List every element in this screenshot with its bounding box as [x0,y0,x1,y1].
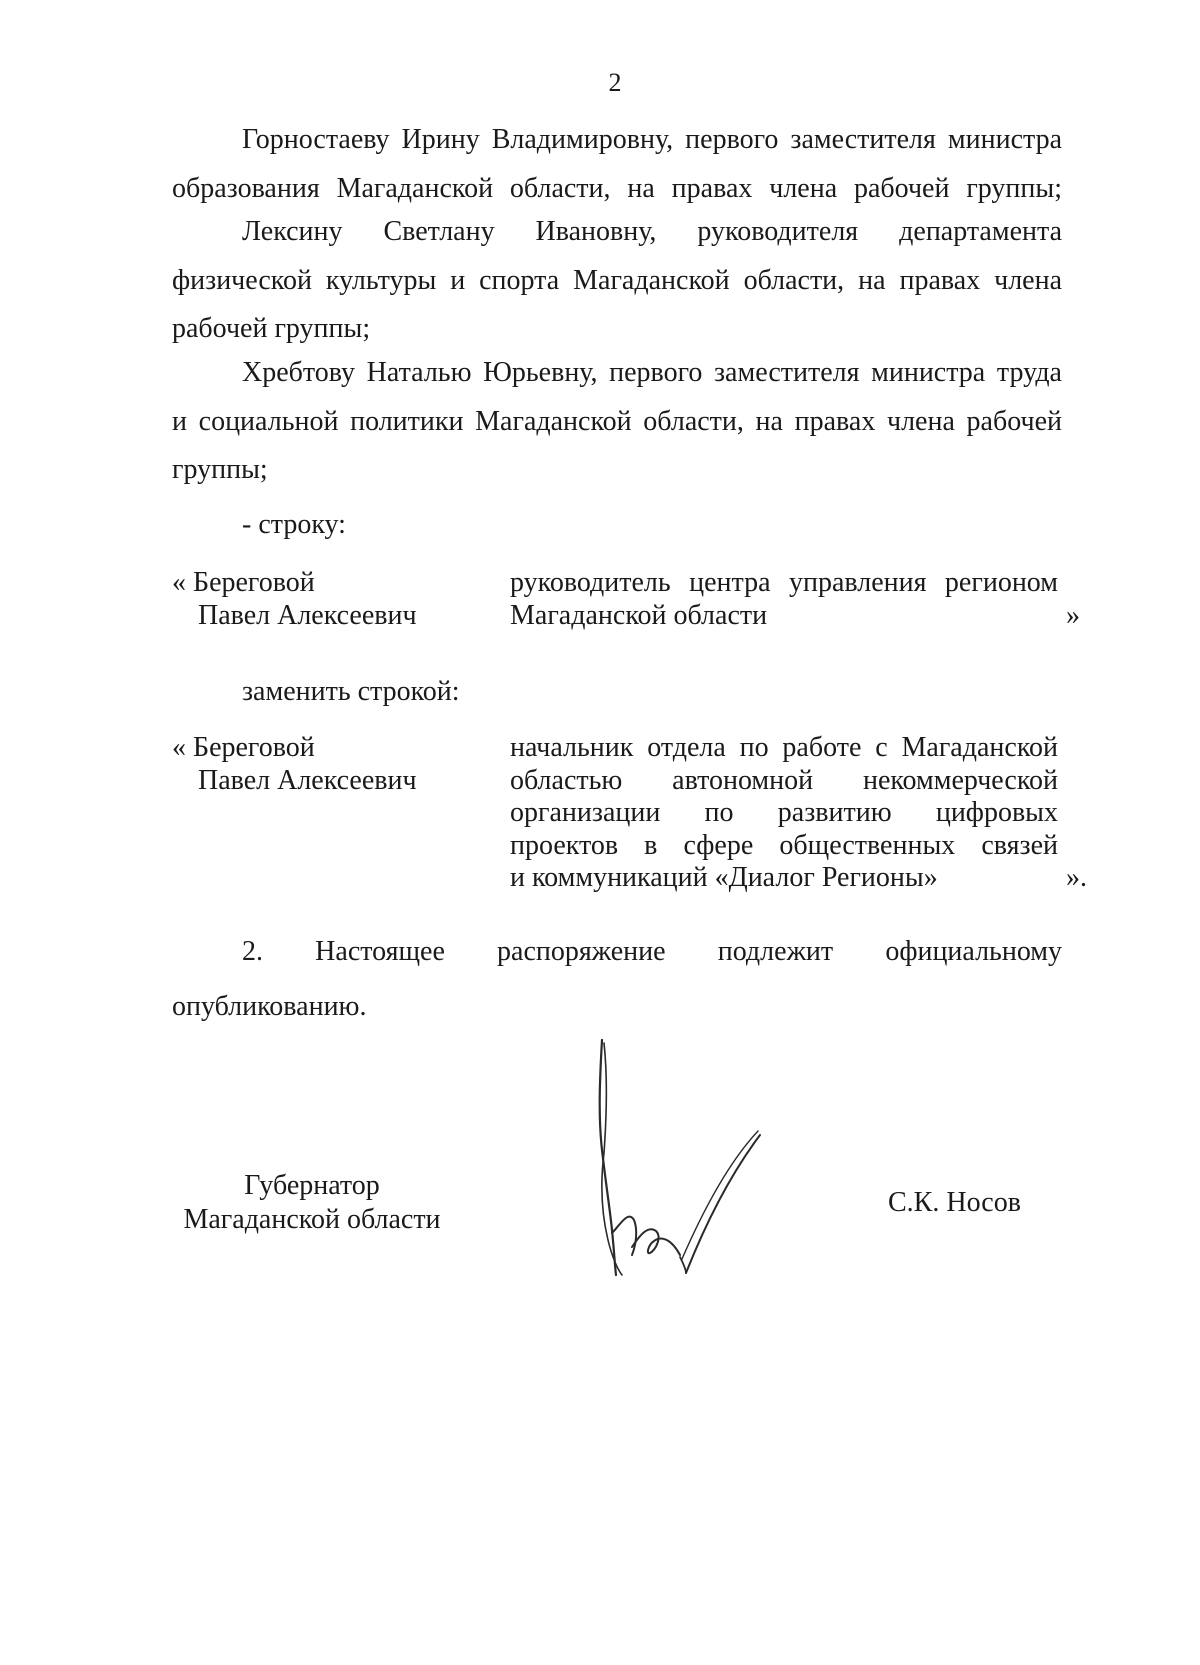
close-quote: ». [1066,862,1087,893]
open-quote: « [172,732,186,763]
paragraph-line: группы; [172,454,268,485]
paragraph-khrebtova [172,349,1062,495]
name-line: Береговой [193,567,315,598]
old-entry-position [510,567,1058,632]
name-line: Береговой [193,732,315,763]
new-entry [172,732,1092,902]
position-line: организации по развитию цифровых [510,797,1058,828]
signatory-title-line: Губернатор [244,1170,380,1201]
paragraph-gornostaeva [172,116,1062,213]
paragraph-clause-2 [172,928,1062,1031]
signatory-title-line: Магаданской области [183,1204,441,1235]
paragraph-line: физической культуры и спорта Магаданской области, на правах члена [172,264,1062,296]
paragraph-line: опубликованию. [172,990,367,1022]
paragraph-line: Лексину Светлану Ивановну, руководителя департамента [242,216,1062,247]
paragraph-line: и социальной политики Магаданской области, на правах члена рабочей [172,405,1062,437]
position-line: проектов в сфере общественных связей [510,829,1058,861]
position-line: начальник отдела по работе с Магаданской [510,732,1058,763]
paragraph-line: 2. Настоящее распоряжение подлежит официальному [242,936,1062,967]
signatory-title [182,1169,442,1237]
page-number: 2 [608,68,622,97]
signatory-name: С.К. Носов [888,1187,1021,1218]
paragraph-line: Горностаеву Ирину Владимировну, первого заместителя министра [242,124,1062,155]
line-label: - строку: [242,509,346,540]
handwritten-signature-icon [590,1035,810,1285]
position-line: Магаданской области [510,599,768,631]
old-entry-name [172,567,417,632]
old-entry [172,567,1092,637]
position-line: и коммуникаций «Диалог Регионы» [510,862,938,893]
open-quote: « [172,567,186,598]
new-entry-position [510,732,1058,895]
paragraph-line: Хребтову Наталью Юрьевну, первого заместителя министра труда [242,357,1062,388]
paragraph-leksina [172,208,1062,354]
name-line: Павел Алексеевич [198,599,417,631]
close-quote: » [1066,600,1080,631]
replace-label: заменить строкой: [242,676,460,707]
paragraph-line: рабочей группы; [172,313,371,344]
name-line: Павел Алексеевич [198,764,417,796]
position-line: руководитель центра управления регионом [510,567,1058,598]
paragraph-line: образования Магаданской области, на правах члена рабочей группы; [172,172,1062,204]
new-entry-name [172,732,417,797]
position-line: областью автономной некоммерческой [510,764,1058,796]
